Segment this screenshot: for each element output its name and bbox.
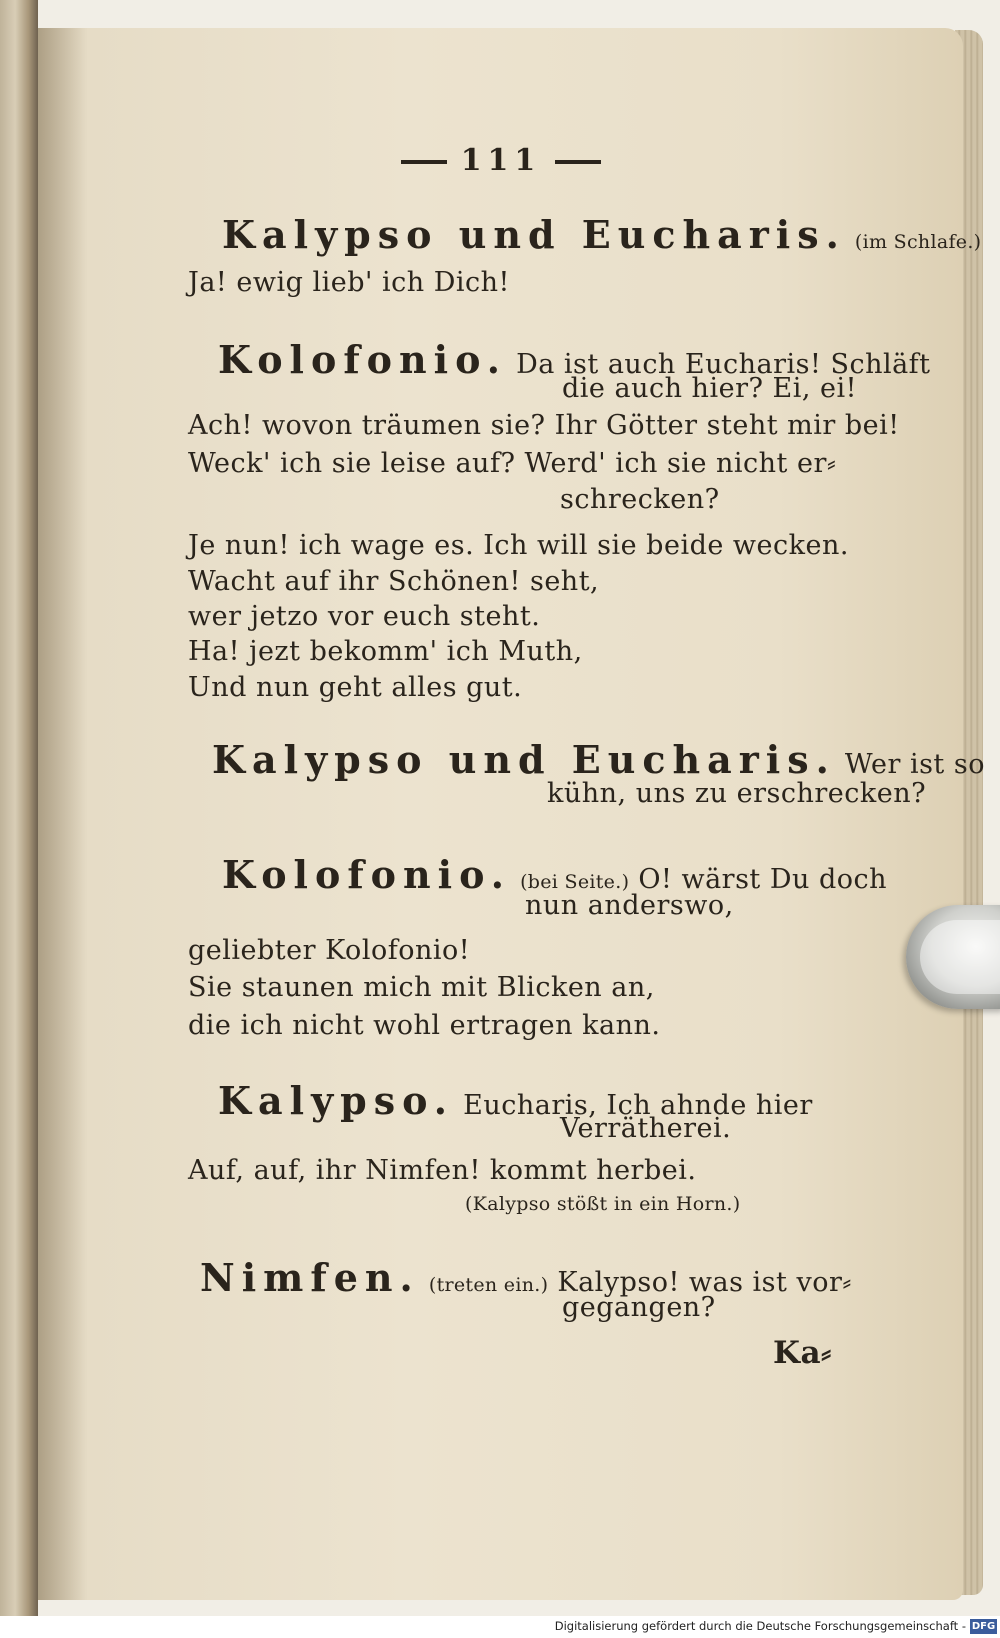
- verse-line: die auch hier? Ei, ei!: [562, 373, 858, 404]
- speaker-name: Kolofonio.: [218, 337, 507, 382]
- stage-direction: (bei Seite.): [520, 871, 630, 893]
- verse-line: schrecken?: [560, 484, 720, 515]
- dash-left: [401, 160, 447, 164]
- verse-line: wer jetzo vor euch steht.: [188, 601, 541, 632]
- footer-bar: [0, 1616, 1000, 1638]
- speaker-line: [212, 737, 985, 782]
- verse-line: Ha! jezt bekomm' ich Muth,: [188, 636, 583, 667]
- speaker-name: Nimfen.: [200, 1255, 420, 1300]
- funding-credit: Digitalisierung gefördert durch die Deutsche Forschungsgemeinschaft -: [554, 1619, 966, 1633]
- speaker-name: Kalypso und Eucharis.: [222, 212, 846, 257]
- verse-line: Wacht auf ihr Schönen! seht,: [188, 566, 600, 597]
- catchword: Ka⸗: [773, 1335, 832, 1371]
- verse-text: Wer ist so: [844, 749, 985, 780]
- stage-direction: (im Schlafe.): [854, 231, 982, 253]
- verse-text: Eucharis, Ich ahnde hier: [463, 1090, 813, 1121]
- dash-right: [555, 160, 601, 164]
- speaker-name: Kalypso und Eucharis.: [212, 737, 836, 782]
- verse-line: nun anderswo,: [525, 890, 734, 921]
- verse-text: Kalypso! was ist vor⸗: [557, 1267, 852, 1298]
- verse-line: Ja! ewig lieb' ich Dich!: [188, 267, 510, 298]
- page-number: 111: [376, 143, 626, 178]
- verse-text: Da ist auch Eucharis! Schläft: [516, 349, 931, 380]
- speaker-line: [222, 212, 981, 257]
- verse-line: Weck' ich sie leise auf? Werd' ich sie nicht er⸗: [188, 448, 837, 479]
- verse-line: Je nun! ich wage es. Ich will sie beide wecken.: [188, 530, 849, 561]
- verse-line: kühn, uns zu erschrecken?: [547, 778, 927, 809]
- verse-line: Ach! wovon träumen sie? Ihr Götter steht mir bei!: [188, 410, 900, 441]
- verse-line: geliebter Kolofonio!: [188, 935, 471, 966]
- speaker-name: Kalypso.: [218, 1078, 455, 1123]
- verse-text: O! wärst Du doch: [638, 864, 888, 895]
- speaker-name: Kolofonio.: [222, 852, 511, 897]
- verse-line: Auf, auf, ihr Nimfen! kommt herbei.: [188, 1155, 697, 1186]
- verse-line: Verrätherei.: [560, 1113, 732, 1144]
- verse-line: Und nun geht alles gut.: [188, 672, 523, 703]
- dfg-logo: DFG: [971, 1621, 996, 1632]
- stage-direction: (Kalypso stößt in ein Horn.): [465, 1193, 741, 1215]
- verse-line: gegangen?: [562, 1292, 716, 1323]
- verse-line: Sie staunen mich mit Blicken an,: [188, 972, 655, 1003]
- thumb-clip-highlight: [920, 920, 1000, 994]
- stage-direction: (treten ein.): [428, 1274, 549, 1296]
- verse-line: die ich nicht wohl ertragen kann.: [188, 1010, 661, 1041]
- speaker-line: [200, 1255, 852, 1300]
